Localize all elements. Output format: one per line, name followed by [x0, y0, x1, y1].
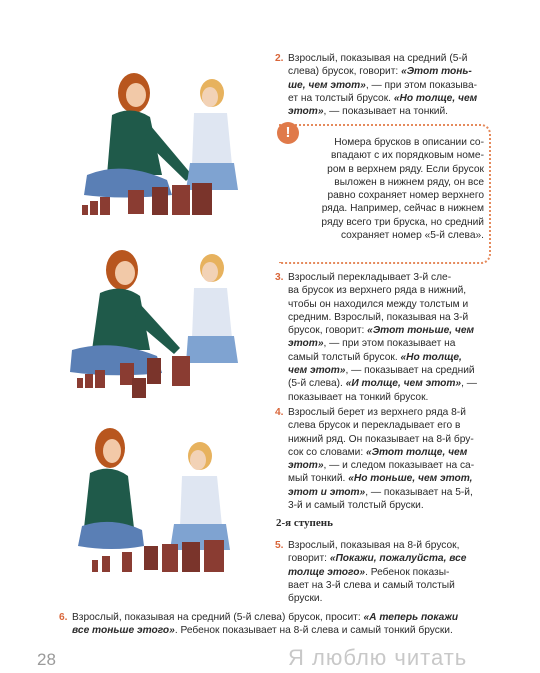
text-fragment: , — показывает на 5-й,: [365, 486, 473, 498]
text-fragment: , — показывает на средний: [345, 365, 475, 377]
text-fragment: (5-й слева).: [288, 378, 346, 390]
note-line: ром в верхнем ряду. Если брусок: [327, 163, 484, 175]
text-fragment: , — при этом показывает на: [323, 338, 456, 350]
text-line: [288, 552, 488, 565]
step-number: 5.: [275, 540, 284, 551]
text-line: [288, 419, 488, 432]
step-text: [288, 406, 488, 512]
text-fragment: . Ребенок показы-: [365, 566, 450, 578]
step-text: [288, 539, 488, 605]
quote-fragment: все тоньше этого»: [72, 625, 175, 637]
note-line: ряду всего три бруска, но средний: [321, 216, 484, 228]
text-fragment: бруски.: [288, 593, 323, 605]
text-line: [288, 298, 488, 311]
text-line: [288, 486, 488, 499]
step-text: [288, 271, 488, 404]
text-fragment: средним. Взрослый, показывая на 3-й: [288, 311, 469, 323]
text-line: [288, 377, 488, 390]
text-line: [288, 284, 488, 297]
text-fragment: сок со словами:: [288, 446, 367, 458]
quote-fragment: «Этот тоньше, чем: [367, 325, 475, 337]
text-line: [288, 433, 488, 446]
text-fragment: , — показывает на тонкий.: [323, 106, 449, 118]
step-5: [275, 539, 488, 605]
text-line: [288, 499, 488, 512]
text-fragment: брусок, говорит:: [288, 325, 368, 337]
text-fragment: нижний ряд. Он показывает на 8-й бру-: [288, 433, 474, 445]
text-fragment: , — при этом показыва-: [365, 79, 478, 91]
quote-fragment: этот»: [288, 460, 324, 472]
quote-fragment: «А теперь покажи: [363, 612, 459, 623]
step-number: 2.: [275, 53, 284, 64]
text-fragment: , —: [461, 378, 477, 390]
text-line: [72, 624, 502, 637]
text-line: [288, 337, 488, 350]
quote-fragment: толще этого»: [288, 566, 366, 578]
photo-step-4: [62, 418, 252, 593]
text-line: [288, 92, 488, 105]
quote-fragment: «Но толще,: [400, 351, 462, 363]
photo-step-3: [62, 238, 252, 413]
note-line: ряда. Например, сейчас в нижнем: [321, 203, 484, 215]
footer-brand: Я люблю читать: [288, 645, 468, 670]
text-fragment: ет на толстый брусок.: [288, 92, 394, 104]
text-fragment: показывает на тонкий брусок.: [288, 391, 429, 403]
text-line: [288, 391, 488, 404]
text-fragment: . Ребенок показывает на 8-й слева и самый тонкий бруски.: [174, 625, 453, 637]
text-line: [288, 65, 488, 78]
text-fragment: слева брусок и перекладывает его в: [288, 420, 461, 432]
note-line: выложен в нижнем ряду, он все: [334, 176, 484, 188]
text-line: [288, 472, 488, 485]
text-line: [288, 311, 488, 324]
quote-fragment: этот и этот»: [288, 486, 366, 498]
step-4: [275, 406, 488, 512]
text-fragment: слева) брусок, говорит:: [288, 66, 402, 78]
quote-fragment: «И толще, чем этот»: [345, 378, 462, 390]
text-line: [288, 459, 488, 472]
quote-fragment: «Этот толще, чем: [366, 446, 468, 458]
quote-fragment: «Покажи, пожалуйста, все: [329, 553, 467, 565]
step-number: 4.: [275, 407, 284, 418]
text-line: [288, 579, 488, 592]
quote-fragment: ше, чем этот»: [288, 79, 366, 91]
text-line: [288, 592, 488, 605]
step-number: 6.: [59, 612, 68, 623]
text-line: [288, 539, 488, 552]
text-fragment: самый толстый брусок.: [288, 351, 401, 363]
page-number: 28: [37, 650, 56, 669]
text-fragment: Взрослый берет из верхнего ряда 8-й: [288, 407, 466, 418]
text-fragment: мый тонкий.: [288, 473, 349, 485]
text-fragment: чтобы он находился между толстым и: [288, 298, 469, 310]
text-fragment: говорит:: [288, 553, 330, 565]
text-line: [288, 446, 488, 459]
text-fragment: Взрослый перекладывает 3-й сле-: [288, 272, 452, 283]
text-line: [288, 566, 488, 579]
step-number: 3.: [275, 272, 284, 283]
quote-fragment: этот»: [288, 106, 324, 118]
text-fragment: , — и следом показывает на са-: [323, 460, 475, 472]
text-fragment: Взрослый, показывая на 8-й брусок,: [288, 540, 460, 551]
text-line: [288, 406, 488, 419]
step-3: [275, 271, 488, 404]
text-line: [288, 351, 488, 364]
quote-fragment: чем этот»: [288, 365, 346, 377]
quote-fragment: «Но толще, чем: [393, 92, 478, 104]
note-line: равно сохраняет номер верхнего: [327, 190, 484, 202]
step-6: [59, 611, 502, 638]
text-line: [288, 79, 488, 92]
text-fragment: Взрослый, показывая на средний (5-й: [288, 53, 468, 64]
warning-icon: !: [277, 122, 299, 144]
step-text: [72, 611, 502, 638]
note-line: сохраняет номер «5-й слева».: [340, 230, 484, 242]
text-fragment: вает на 3-й слева и самый толстый: [288, 579, 455, 591]
quote-fragment: этот»: [288, 338, 324, 350]
text-fragment: ва брусок из верхнего ряда в нижний,: [288, 285, 467, 297]
text-line: [288, 271, 488, 284]
step-2: [275, 52, 488, 118]
text-line: [72, 611, 502, 624]
note-line: впадают с их порядковым номе-: [330, 150, 484, 162]
text-line: [288, 105, 488, 118]
note-line: Номера брусков в описании со-: [334, 137, 484, 148]
stage-heading: 2-я ступень: [276, 517, 333, 529]
text-line: [288, 324, 488, 337]
note-text: [288, 136, 484, 242]
text-line: [288, 52, 488, 65]
text-fragment: 3-й и самый толстый бруски.: [288, 500, 424, 512]
step-text: [288, 52, 488, 118]
quote-fragment: «Этот тонь-: [401, 66, 472, 78]
quote-fragment: «Но тоньше, чем этот,: [348, 473, 473, 485]
text-line: [288, 364, 488, 377]
text-fragment: Взрослый, показывая на средний (5-й слева) брусок, просит:: [72, 612, 364, 623]
photo-step-2: [62, 55, 252, 230]
